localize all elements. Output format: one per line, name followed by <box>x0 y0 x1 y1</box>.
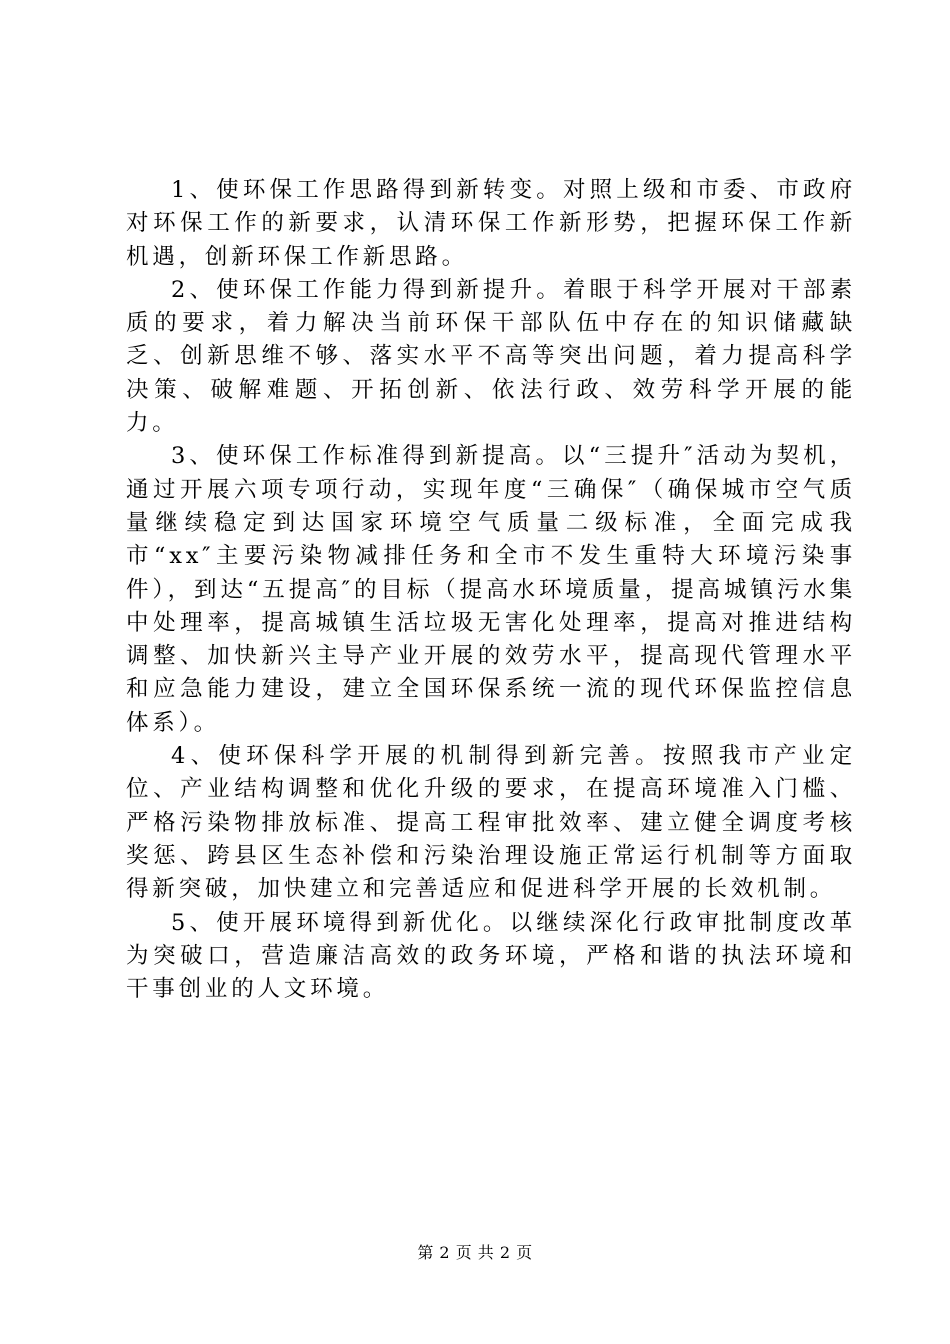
paragraph-1: 1、使环保工作思路得到新转变。对照上级和市委、市政府对环保工作的新要求，认清环保工作新形势，把握环保工作新机遇，创新环保工作新思路。 <box>126 177 856 270</box>
paragraph-5: 5、使开展环境得到新优化。以继续深化行政审批制度改革为突破口，营造廉洁高效的政务环境，严格和谐的执法环境和干事创业的人文环境。 <box>126 909 856 1003</box>
paragraph-4: 4、使环保科学开展的机制得到新完善。按照我市产业定位、产业结构调整和优化升级的要求，在提高环境准入门槛、严格污染物排放标准、提高工程审批效率、建立健全调度考核奖惩、跨县区生态补偿和污染治理设施正常运行机制等方面取得新突破，加快建立和完善适应和促进科学开展的长效机制。 <box>126 743 856 903</box>
paragraph-2: 2、使环保工作能力得到新提升。着眼于科学开展对干部素质的要求，着力解决当前环保干部队伍中存在的知识储藏缺乏、创新思维不够、落实水平不高等突出问题，着力提高科学决策、破解难题、开拓创新、依法行政、效劳科学开展的能力。 <box>126 276 856 437</box>
page-number-footer: 第 2 页 共 2 页 <box>417 1243 533 1262</box>
paragraph-3: 3、使环保工作标准得到新提高。以“三提升″活动为契机，通过开展六项专项行动，实现年度“三确保″（确保城市空气质量继续稳定到达国家环境空气质量二级标准，全面完成我市“xx″主要污染物减排任务和全市不发生重特大环境污染事件），到达“五提高″的目标（提高水环境质量，提高城镇污水集中处理率，提高城镇生活垃圾无害化处理率，提高对推进结构调整、加快新兴主导产业开展的效劳水平，提高现代管理水平和应急能力建设，建立全国环保系统一流的现代环保监控信息体系）。 <box>126 443 856 736</box>
document-body <box>126 174 856 1006</box>
